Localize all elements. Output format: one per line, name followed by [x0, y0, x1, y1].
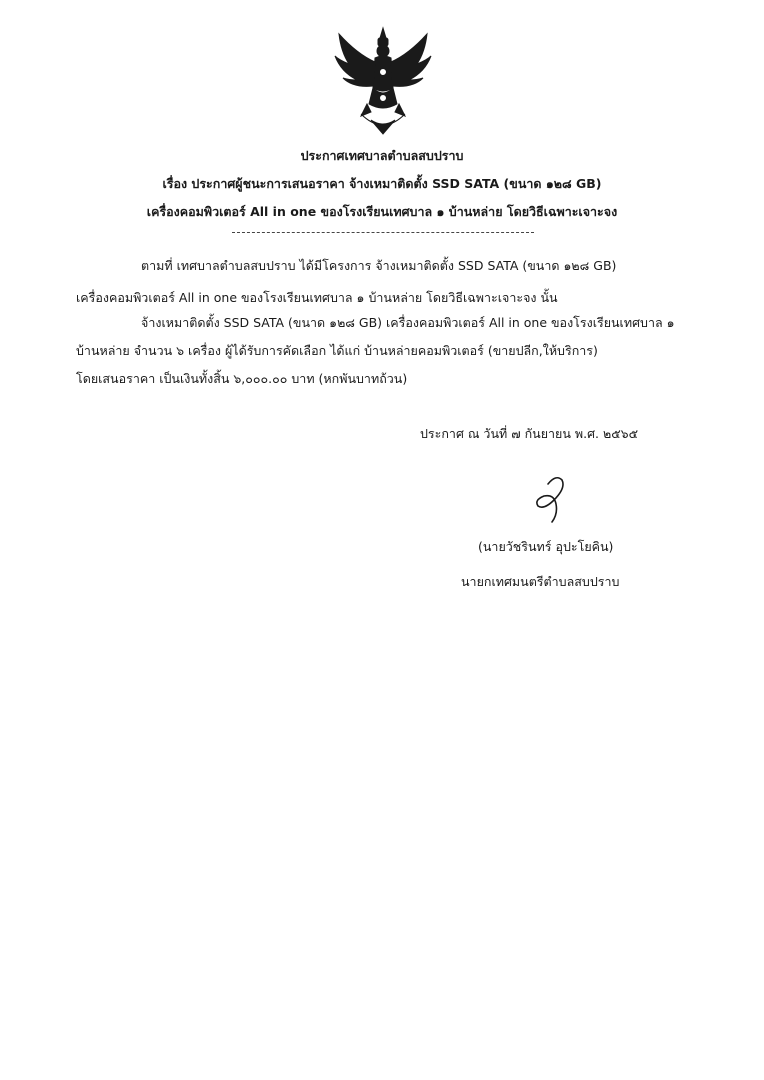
- announce-date: ประกาศ ณ วันที่ ๗ กันยายน พ.ศ. ๒๕๖๕: [420, 426, 639, 441]
- signature-icon: [526, 470, 576, 524]
- paragraph-1-line-1: ตามที่ เทศบาลตำบลสบปราบ ได้มีโครงการ จ้างเหมาติดตั้ง SSD SATA (ขนาด ๑๒๘ GB): [141, 258, 617, 273]
- signer-name: (นายวัชรินทร์ อุปะโยคิน): [478, 539, 614, 554]
- subject-heading-line2: เครื่องคอมพิวเตอร์ All in one ของโรงเรียนเทศบาล ๑ บ้านหล่าย โดยวิธีเฉพาะเจาะจง: [146, 204, 618, 219]
- paragraph-2-line-3: โดยเสนอราคา เป็นเงินทั้งสิ้น ๖,๐๐๐.๐๐ บาท (หกพันบาทถ้วน): [76, 371, 408, 386]
- signer-title: นายกเทศมนตรีตำบลสบปราบ: [461, 574, 620, 589]
- paragraph-1-line-2: เครื่องคอมพิวเตอร์ All in one ของโรงเรียนเทศบาล ๑ บ้านหล่าย โดยวิธีเฉพาะเจาะจง นั้น: [76, 290, 558, 305]
- garuda-emblem-icon: [331, 24, 435, 136]
- agency-heading: ประกาศเทศบาลตำบลสบปราบ: [300, 148, 464, 163]
- paragraph-2-line-1: จ้างเหมาติดตั้ง SSD SATA (ขนาด ๑๒๘ GB) เครื่องคอมพิวเตอร์ All in one ของโรงเรียนเทศบาล ๑: [141, 315, 675, 330]
- subject-heading: เรื่อง ประกาศผู้ชนะการเสนอราคา จ้างเหมาติดตั้ง SSD SATA (ขนาด ๑๒๘ GB): [162, 176, 602, 191]
- paragraph-2-line-2: บ้านหล่าย จำนวน ๖ เครื่อง ผู้ได้รับการคัดเลือก ได้แก่ บ้านหล่ายคอมพิวเตอร์ (ขายปลีก,ให้บริการ): [76, 343, 598, 358]
- divider: [232, 232, 534, 233]
